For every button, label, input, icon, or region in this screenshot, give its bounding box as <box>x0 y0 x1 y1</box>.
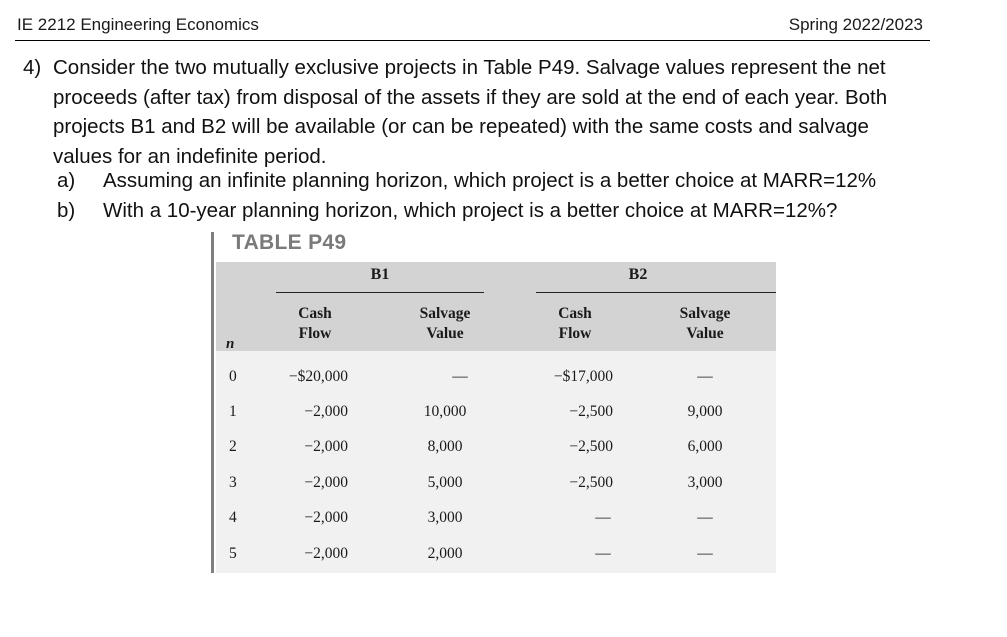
col-header-b1-salvage <box>400 304 490 344</box>
table-row-1-b2-salvage: 9,000 <box>687 403 723 420</box>
col-header-b2-salvage-line2: Value <box>686 325 724 342</box>
table-row-3-b1-salvage: 5,000 <box>427 474 463 491</box>
table-row-5-b1-salvage: 2,000 <box>427 545 463 562</box>
part-b-label: b) <box>57 199 76 222</box>
problem-statement <box>23 53 933 171</box>
table-row-5-n: 5 <box>229 545 237 562</box>
problem-text: Consider the two mutually exclusive projects in Table P49. Salvage values represent the net proceeds (after tax) from disposal of the assets if they are sold at the end of each year. Both projects B1 and B2 will be available (or can be repeated) with the same costs and salvage values for an indefinite period. <box>53 56 888 168</box>
table-row-3-b2-salvage: 3,000 <box>687 474 723 491</box>
table-title: TABLE P49 <box>232 231 347 254</box>
problem-number: 4) <box>23 56 42 79</box>
header-rule <box>15 40 930 41</box>
table-row-3-n: 3 <box>229 474 237 491</box>
table-row-4-b2-cash: — <box>595 509 611 526</box>
table-row-2-n: 2 <box>229 438 237 455</box>
col-header-b2-salvage <box>660 304 750 344</box>
group-label-b2: B2 <box>628 266 648 283</box>
table-row-2-b1-salvage: 8,000 <box>427 438 463 455</box>
col-header-n: n <box>226 336 235 352</box>
col-header-b2-cash-line1: Cash <box>558 305 592 322</box>
part-a-label: a) <box>57 169 76 192</box>
part-a-text: Assuming an infinite planning horizon, which project is a better choice at MARR=12% <box>103 169 877 192</box>
table-row-1-n: 1 <box>229 403 237 420</box>
table-row-0-b2-salvage: — <box>697 368 713 385</box>
table-row-3-b1-cash: −2,000 <box>304 474 348 491</box>
table-side-bar <box>211 232 214 573</box>
table-row-1-b2-cash: −2,500 <box>569 403 613 420</box>
col-header-b1-salvage-line2: Value <box>426 325 464 342</box>
part-b-text: With a 10-year planning horizon, which project is a better choice at MARR=12%? <box>103 199 838 222</box>
table-row-5-b1-cash: −2,000 <box>304 545 348 562</box>
table-row-0-b2-cash: −$17,000 <box>553 368 613 385</box>
table-row-4-b1-salvage: 3,000 <box>427 509 463 526</box>
group-label-b1: B1 <box>370 266 390 283</box>
table-row-0-n: 0 <box>229 368 237 385</box>
table-row-0-b1-cash: −$20,000 <box>288 368 348 385</box>
table-row-0-b1-salvage: — <box>452 368 468 385</box>
table-row-2-b1-cash: −2,000 <box>304 438 348 455</box>
group-rule-b1 <box>276 292 484 293</box>
table-row-2-b2-salvage: 6,000 <box>687 438 723 455</box>
col-header-b1-cash <box>270 304 360 344</box>
col-header-b2-salvage-line1: Salvage <box>679 305 731 322</box>
part-a <box>57 169 876 193</box>
table-row-5-b2-salvage: — <box>697 545 713 562</box>
col-header-b2-cash-line2: Flow <box>558 325 592 342</box>
table-row-4-b1-cash: −2,000 <box>304 509 348 526</box>
col-header-b1-cash-line2: Flow <box>298 325 332 342</box>
table-row-2-b2-cash: −2,500 <box>569 438 613 455</box>
part-b <box>57 199 837 223</box>
table-row-4-n: 4 <box>229 509 237 526</box>
col-header-b2-cash <box>530 304 620 344</box>
table-row-4-b2-salvage: — <box>697 509 713 526</box>
table-row-1-b1-salvage: 10,000 <box>423 403 467 420</box>
col-header-b1-salvage-line1: Salvage <box>419 305 471 322</box>
table-row-1-b1-cash: −2,000 <box>304 403 348 420</box>
course-title: IE 2212 Engineering Economics <box>17 15 259 34</box>
term-label: Spring 2022/2023 <box>788 15 923 34</box>
col-header-b1-cash-line1: Cash <box>298 305 332 322</box>
table-row-3-b2-cash: −2,500 <box>569 474 613 491</box>
table-row-5-b2-cash: — <box>595 545 611 562</box>
group-rule-b2 <box>536 292 776 293</box>
